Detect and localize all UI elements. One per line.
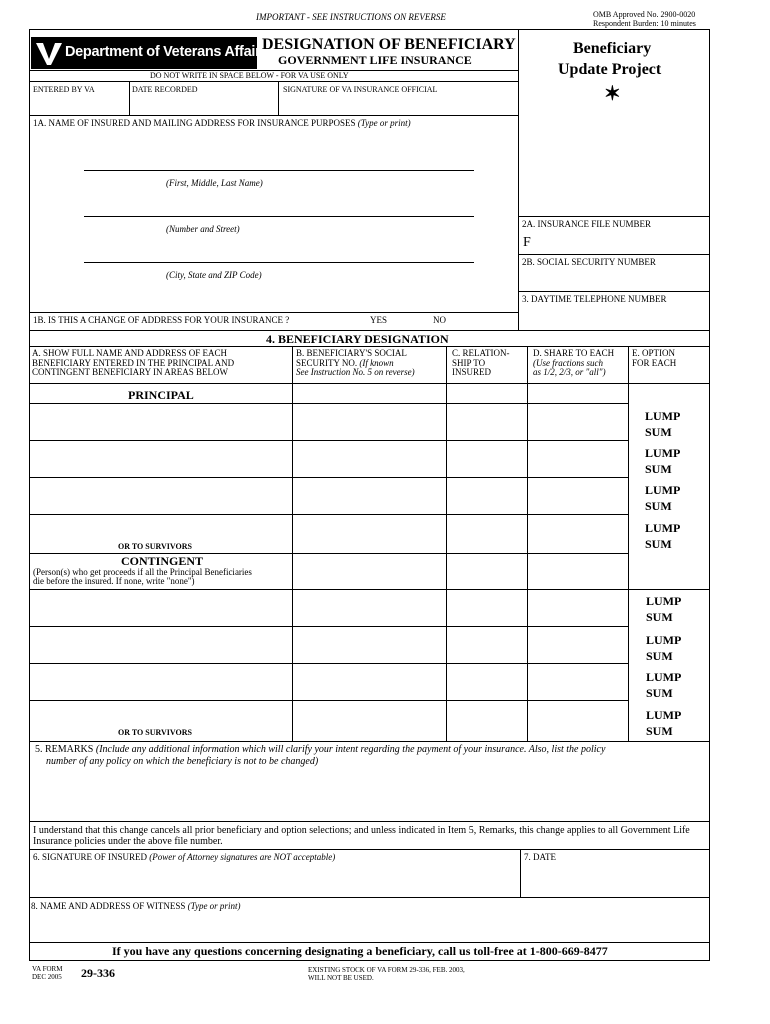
date-recorded-label: DATE RECORDED <box>132 85 198 94</box>
item-1b-label: 1B. IS THIS A CHANGE OF ADDRESS FOR YOUR INSURANCE ? <box>33 315 290 325</box>
principal-lump-sum-1[interactable]: LUMP SUM <box>645 409 681 439</box>
principal-row-2[interactable] <box>30 441 292 477</box>
contingent-note: (Person(s) who get proceeds if all the Principal Beneficiaries die before the insured. If none, write "none") <box>33 567 252 586</box>
important-notice: IMPORTANT - SEE INSTRUCTIONS ON REVERSE <box>256 12 446 22</box>
contingent-heading: CONTINGENT <box>121 554 204 568</box>
signature-official-label: SIGNATURE OF VA INSURANCE OFFICIAL <box>283 85 438 94</box>
stock-notice-2: WILL NOT BE USED. <box>308 974 374 982</box>
va-seal-icon <box>34 39 64 67</box>
principal-row-4[interactable] <box>30 515 292 542</box>
change-address-yes[interactable]: YES <box>370 315 388 325</box>
witness-input[interactable] <box>30 913 709 942</box>
col-d-header: D. SHARE TO EACH (Use fractions such as 1/2, 2/3, or "all") <box>533 348 615 377</box>
omb-number: OMB Approved No. 2900-0020 <box>593 10 696 19</box>
form-subtitle: GOVERNMENT LIFE INSURANCE <box>278 53 472 67</box>
remarks-note-2: number of any policy on which the beneficiary is not to be changed) <box>46 756 319 767</box>
form-name: VA FORM <box>32 965 63 973</box>
file-number-input[interactable]: F <box>523 235 531 250</box>
col-a-header: A. SHOW FULL NAME AND ADDRESS OF EACH BENEFICIARY ENTERED IN THE PRINCIPAL AND CONTINGENT BENEFICIARY IN AREAS BELOW <box>32 348 235 377</box>
item-1a-label: 1A. NAME OF INSURED AND MAILING ADDRESS FOR INSURANCE PURPOSES (Type or print) <box>33 118 411 128</box>
col-e-header: E. OPTION FOR EACH <box>632 348 677 368</box>
principal-lump-sum-4[interactable]: LUMP SUM <box>645 521 681 551</box>
principal-or-to-survivors: OR TO SURVIVORS <box>118 542 192 551</box>
col-c-header: C. RELATION- SHIP TO INSURED <box>452 348 510 377</box>
signature-input[interactable] <box>30 864 518 897</box>
contingent-lump-sum-3[interactable]: LUMP SUM <box>646 670 682 700</box>
form-title: DESIGNATION OF BENEFICIARY <box>262 36 516 53</box>
item-2a-label: 2A. INSURANCE FILE NUMBER <box>522 219 652 229</box>
form-date: DEC 2005 <box>32 973 62 981</box>
city-caption: (City, State and ZIP Code) <box>166 270 262 280</box>
stock-notice-1: EXISTING STOCK OF VA FORM 29-336, FEB. 2003, <box>308 966 465 974</box>
witness-label: 8. NAME AND ADDRESS OF WITNESS (Type or print) <box>31 901 241 911</box>
statement-text: I understand that this change cancels all prior beneficiary and option selections; and unless indicated in Item 5, Remarks, this change applies to all Government Life Insurance policies under the above file number. <box>33 825 690 847</box>
date-input[interactable] <box>521 864 709 897</box>
item-2b-label: 2B. SOCIAL SECURITY NUMBER <box>522 257 656 267</box>
city-line[interactable] <box>84 262 474 263</box>
agency-name: Department of Veterans Affairs <box>65 44 269 60</box>
contingent-or-to-survivors: OR TO SURVIVORS <box>118 728 192 737</box>
contingent-row-1[interactable] <box>30 590 292 626</box>
signature-label: 6. SIGNATURE OF INSURED (Power of Attorney signatures are NOT acceptable) <box>33 852 336 862</box>
tollfree-notice: If you have any questions concerning designating a beneficiary, call us toll-free at 1-800-669-8477 <box>112 944 608 958</box>
principal-lump-sum-3[interactable]: LUMP SUM <box>645 483 681 513</box>
name-caption: (First, Middle, Last Name) <box>166 178 263 188</box>
street-caption: (Number and Street) <box>166 224 240 234</box>
respondent-burden: Respondent Burden: 10 minutes <box>593 19 696 28</box>
project-line1: Beneficiary <box>573 40 652 57</box>
principal-heading: PRINCIPAL <box>128 388 194 402</box>
project-line2: Update Project <box>558 61 662 78</box>
remarks-label: 5. REMARKS (Include any additional information which will clarify your intent regarding the payment of your insurance. Also, list the policy <box>35 744 606 755</box>
contingent-lump-sum-2[interactable]: LUMP SUM <box>646 633 682 663</box>
date-label: 7. DATE <box>524 852 556 862</box>
va-use-only: DO NOT WRITE IN SPACE BELOW - FOR VA USE ONLY <box>150 71 349 80</box>
form-number: 29-336 <box>81 966 115 980</box>
remarks-input[interactable] <box>30 770 709 820</box>
item-3-label: 3. DAYTIME TELEPHONE NUMBER <box>522 294 667 304</box>
phone-input[interactable] <box>519 307 709 329</box>
col-b-header: B. BENEFICIARY'S SOCIAL SECURITY NO. (If known See Instruction No. 5 on reverse) <box>296 348 415 377</box>
contingent-row-2[interactable] <box>30 627 292 663</box>
change-address-no[interactable]: NO <box>433 315 446 325</box>
contingent-lump-sum-4[interactable]: LUMP SUM <box>646 708 682 738</box>
ssn-input[interactable] <box>519 270 709 290</box>
principal-lump-sum-2[interactable]: LUMP SUM <box>645 446 681 476</box>
star-icon: ✶ <box>604 83 621 105</box>
contingent-row-4[interactable] <box>30 701 292 728</box>
principal-row-1[interactable] <box>30 404 292 440</box>
name-line[interactable] <box>84 170 474 171</box>
va-logo <box>31 37 269 69</box>
section4-title: 4. BENEFICIARY DESIGNATION <box>266 332 449 346</box>
entered-by-label: ENTERED BY VA <box>33 85 95 94</box>
contingent-row-3[interactable] <box>30 664 292 700</box>
principal-row-3[interactable] <box>30 478 292 514</box>
street-line[interactable] <box>84 216 474 217</box>
contingent-lump-sum-1[interactable]: LUMP SUM <box>646 594 682 624</box>
